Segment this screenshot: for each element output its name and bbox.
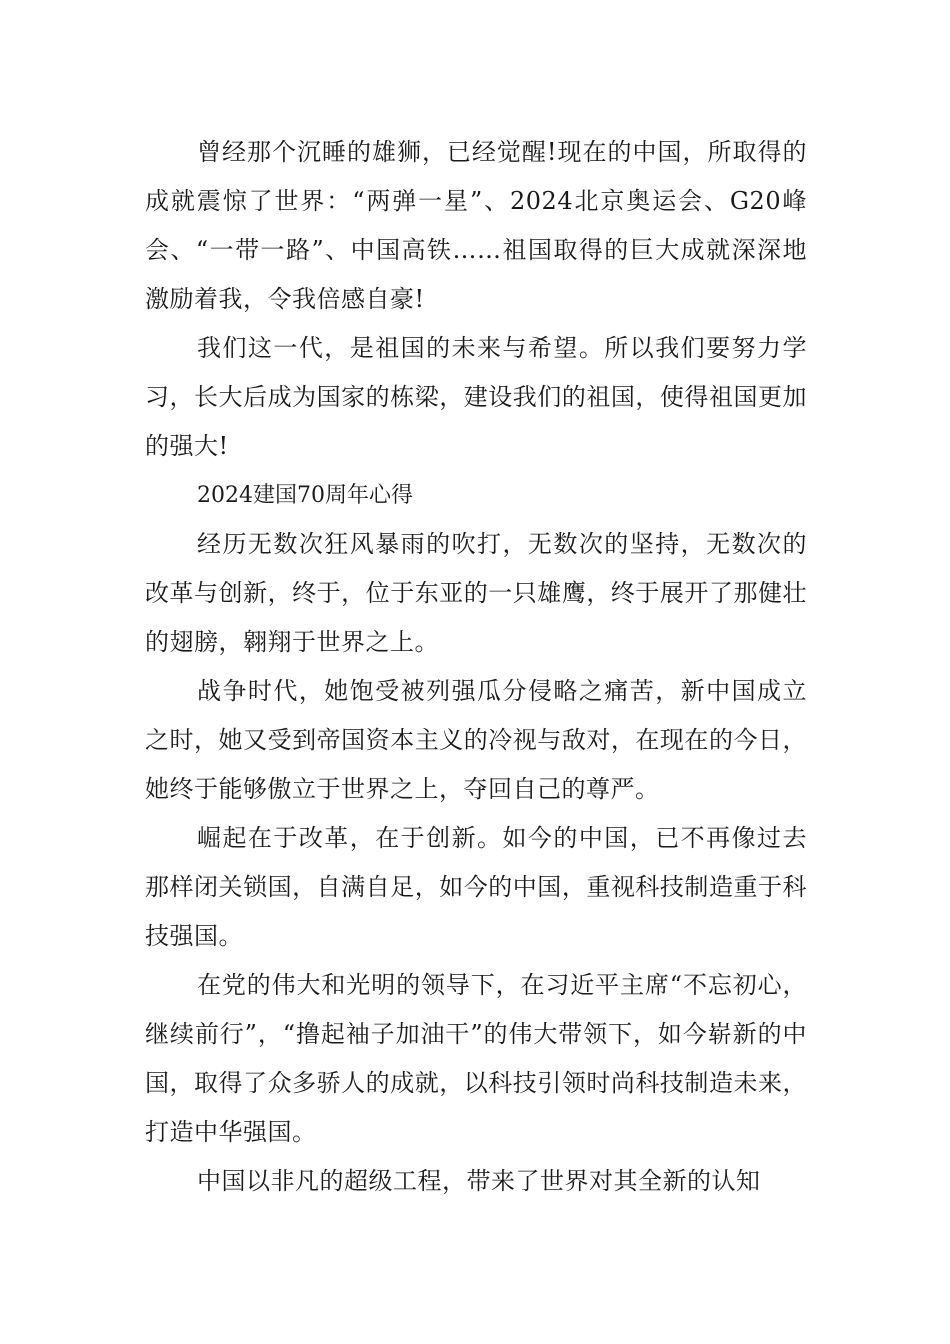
paragraph: 战争时代，她饱受被列强瓜分侵略之痛苦，新中国成立之时，她又受到帝国资本主义的冷视与敌对，在现在的今日，她终于能够傲立于世界之上，夺回自己的尊严。	[145, 677, 807, 803]
paragraph: 崛起在于改革，在于创新。如今的中国，已不再像过去那样闭关锁国，自满自足，如今的中国，重视科技制造重于科技强国。	[145, 824, 807, 950]
paragraph: 曾经那个沉睡的雄狮，已经觉醒!现在的中国，所取得的成就震惊了世界：“两弹一星”、2024北京奥运会、G20峰会、“一带一路”、中国高铁……祖国取得的巨大成就深深地激励着我，令我倍感自豪!	[145, 138, 807, 313]
paragraph: 中国以非凡的超级工程，带来了世界对其全新的认知	[197, 1167, 761, 1195]
document-body	[145, 128, 807, 1206]
paragraph: 在党的伟大和光明的领导下，在习近平主席“不忘初心，继续前行”，“撸起袖子加油干”的伟大带领下，如今崭新的中国，取得了众多骄人的成就，以科技引领时尚科技制造未来，打造中华强国。	[145, 971, 807, 1146]
paragraph: 经历无数次狂风暴雨的吹打，无数次的坚持，无数次的改革与创新，终于，位于东亚的一只雄鹰，终于展开了那健壮的翅膀，翱翔于世界之上。	[145, 530, 807, 656]
section-title: 2024建国70周年心得	[197, 483, 413, 508]
paragraph: 我们这一代，是祖国的未来与希望。所以我们要努力学习，长大后成为国家的栋梁，建设我们的祖国，使得祖国更加的强大!	[145, 334, 807, 460]
